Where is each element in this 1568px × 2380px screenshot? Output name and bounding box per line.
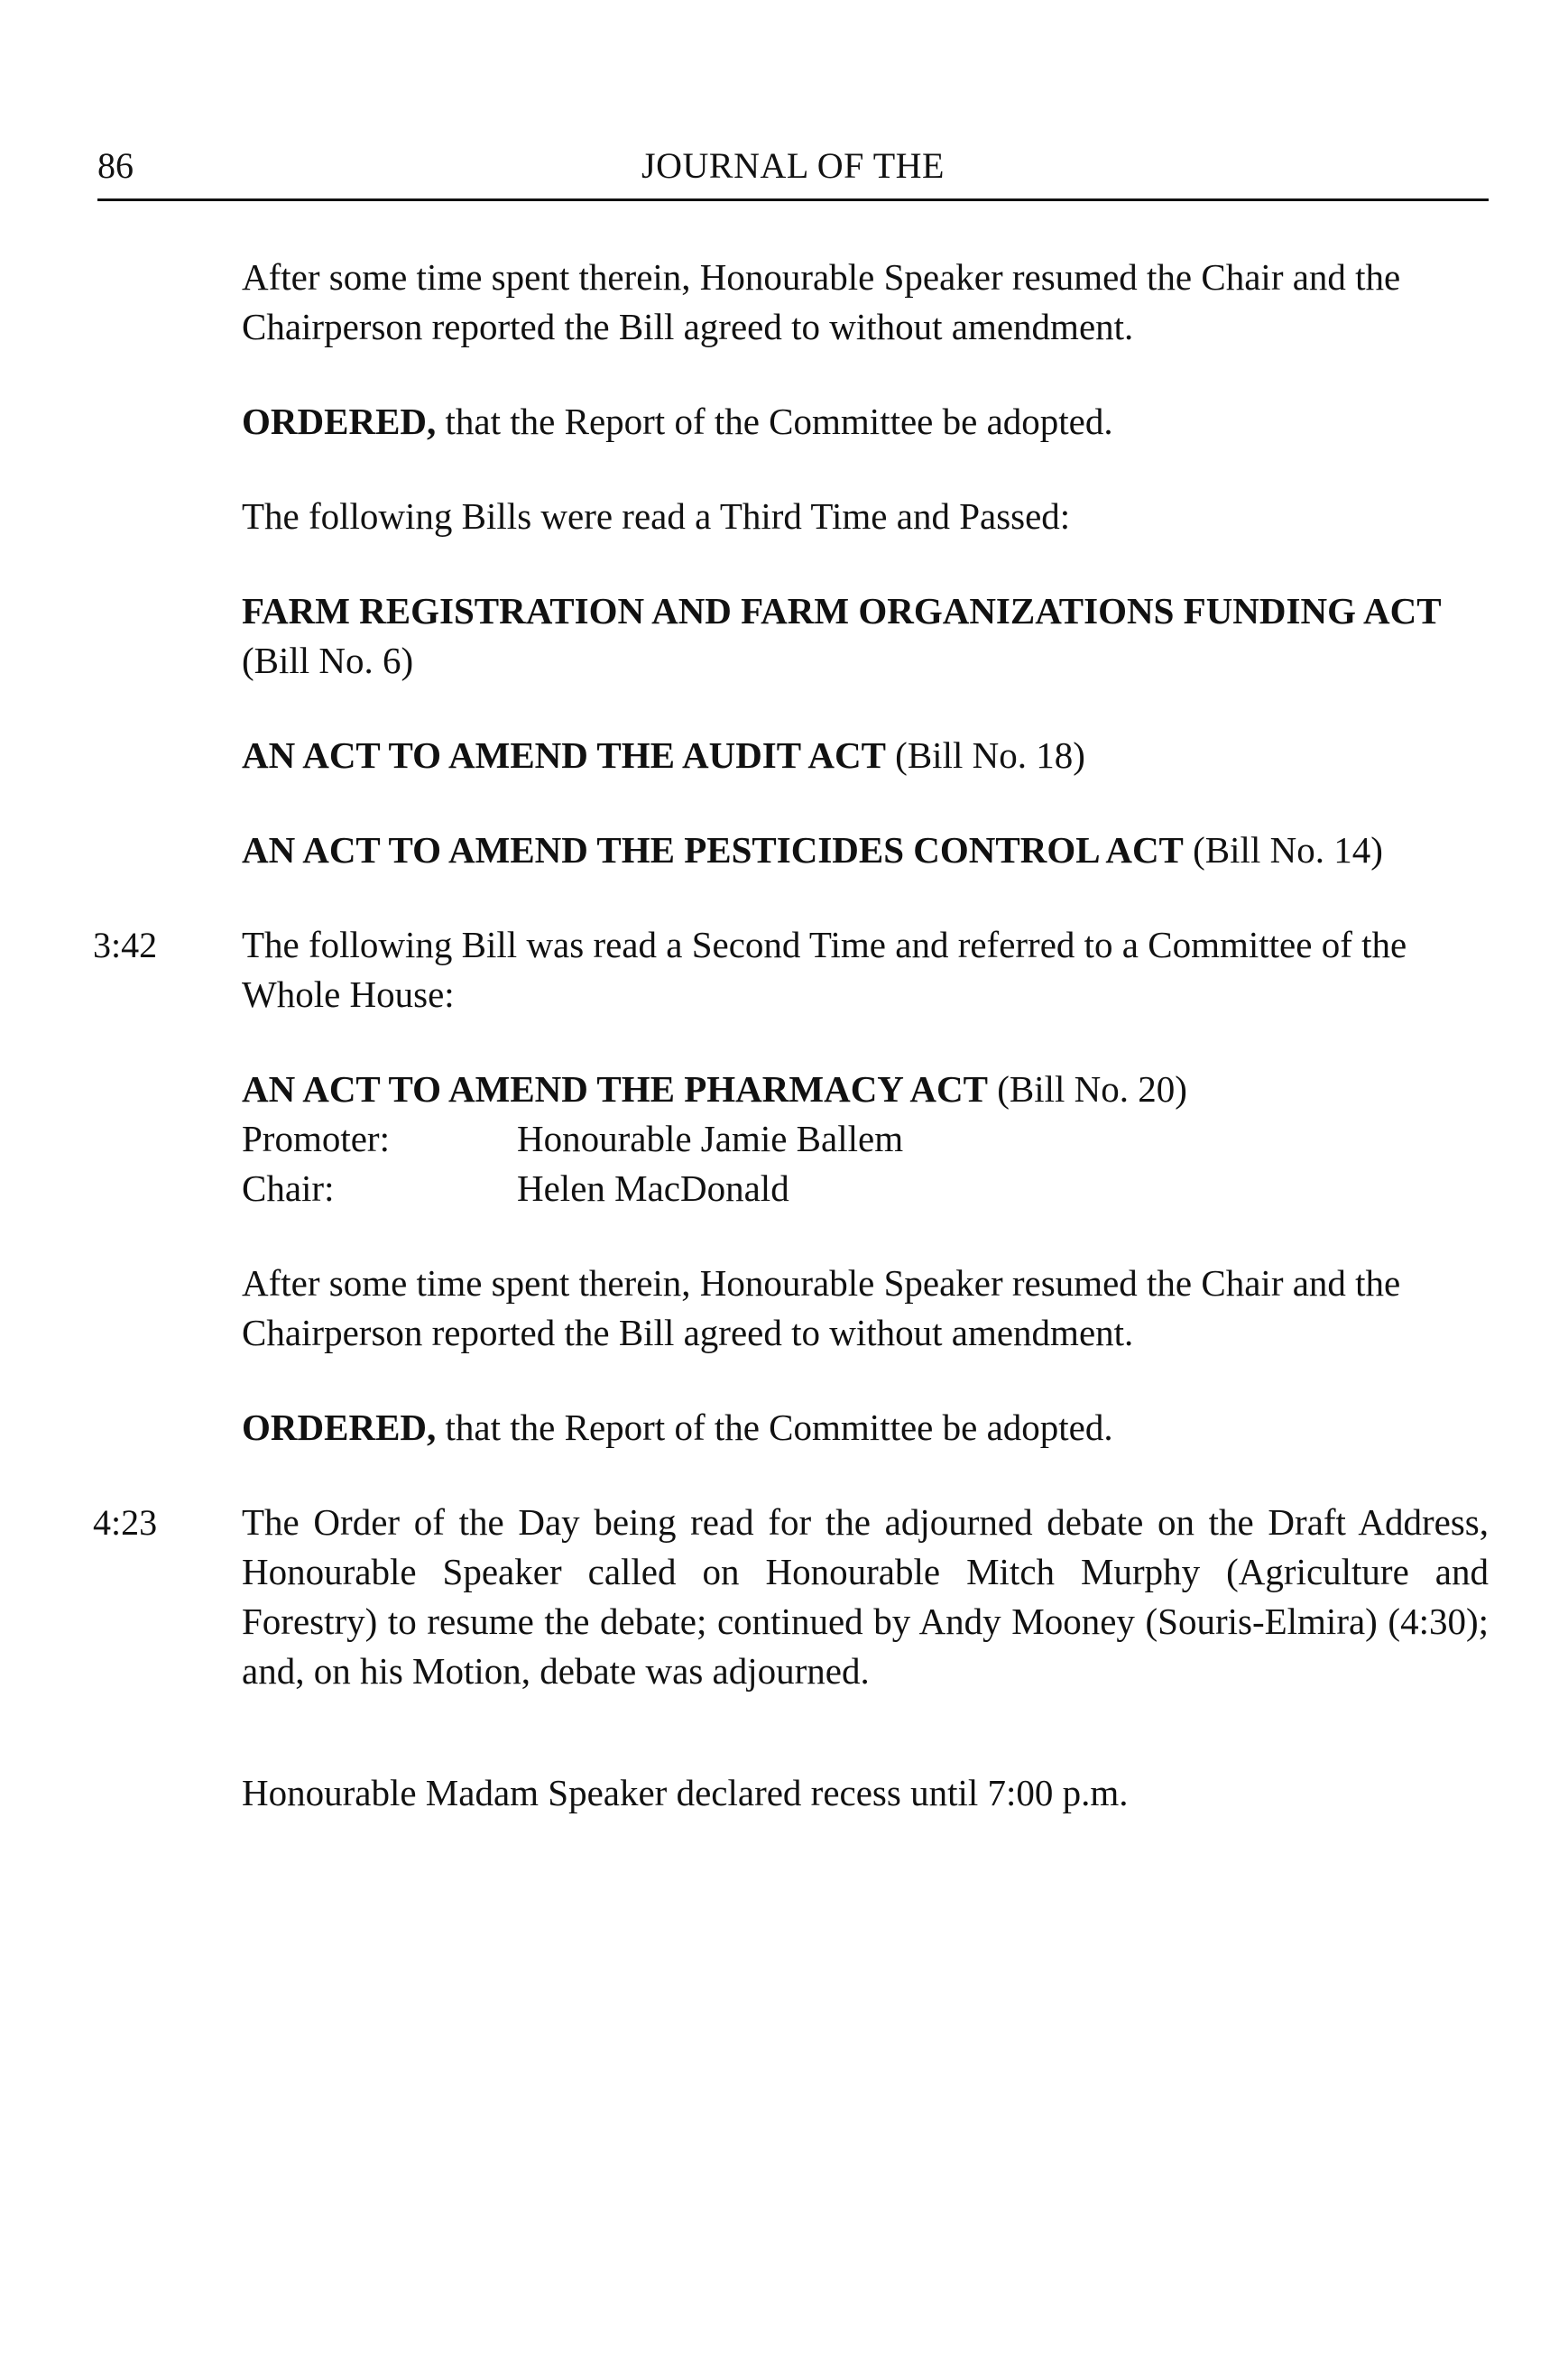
running-head: JOURNAL OF THE bbox=[641, 145, 945, 186]
chair-value: Helen MacDonald bbox=[517, 1167, 789, 1209]
ordered-text: that the Report of the Committee be adopted. bbox=[436, 1407, 1113, 1448]
bill-title: AN ACT TO AMEND THE PHARMACY ACT bbox=[242, 1068, 988, 1110]
chair-label: Chair: bbox=[242, 1167, 335, 1209]
bill-number: (Bill No. 18) bbox=[885, 734, 1085, 776]
committee-report-paragraph bbox=[242, 253, 1489, 352]
ordered-paragraph-2 bbox=[242, 1403, 1489, 1453]
promoter-value: Honourable Jamie Ballem bbox=[517, 1118, 904, 1159]
bill-title: FARM REGISTRATION AND FARM ORGANIZATIONS FUNDING ACT bbox=[242, 590, 1442, 632]
ordered-label: ORDERED, bbox=[242, 401, 437, 442]
page-header bbox=[97, 144, 1489, 201]
paragraph-text: After some time spent therein, Honourable Speaker resumed the Chair and the Chairperson reported the Bill agreed to without amendment. bbox=[242, 256, 1401, 347]
time-marker: 4:23 bbox=[93, 1502, 158, 1543]
promoter-label: Promoter: bbox=[242, 1118, 390, 1159]
journal-body bbox=[93, 253, 1489, 1818]
paragraph-text: The following Bills were read a Third Time and Passed: bbox=[242, 495, 1071, 537]
recess-paragraph bbox=[242, 1768, 1489, 1818]
second-reading-paragraph bbox=[93, 920, 1489, 1019]
bill-number: (Bill No. 14) bbox=[1183, 829, 1383, 871]
third-reading-intro bbox=[242, 492, 1489, 541]
paragraph-text: Honourable Madam Speaker declared recess until 7:00 p.m. bbox=[242, 1772, 1129, 1813]
bill-number: (Bill No. 20) bbox=[987, 1068, 1187, 1110]
committee-report-paragraph-2 bbox=[242, 1259, 1489, 1358]
paragraph-text: After some time spent therein, Honourable Speaker resumed the Chair and the Chairperson reported the Bill agreed to without amendment. bbox=[242, 1262, 1401, 1353]
bill-audit-act bbox=[242, 731, 1489, 780]
page-number: 86 bbox=[97, 145, 134, 186]
ordered-label: ORDERED, bbox=[242, 1407, 437, 1448]
bill-farm-registration bbox=[242, 586, 1489, 686]
adjourned-debate-paragraph bbox=[93, 1498, 1489, 1696]
bill-title: AN ACT TO AMEND THE AUDIT ACT bbox=[242, 734, 886, 776]
bill-pharmacy-act bbox=[242, 1065, 1489, 1213]
bill-pesticides-control bbox=[242, 826, 1489, 875]
ordered-text: that the Report of the Committee be adopted. bbox=[436, 401, 1113, 442]
time-marker: 3:42 bbox=[93, 925, 158, 965]
chair-row bbox=[242, 1164, 1489, 1213]
paragraph-text: The Order of the Day being read for the adjourned debate on the Draft Address, Honourable Speaker called on Honourable Mitch Murphy (Agriculture and Forestry) to resume the debate; continued by Andy Mooney (Souris-Elmira) (4:30); and, on his Motion, debate was adjourned. bbox=[242, 1501, 1489, 1692]
ordered-paragraph bbox=[242, 397, 1489, 447]
promoter-row bbox=[242, 1114, 1489, 1164]
bill-number: (Bill No. 6) bbox=[242, 640, 414, 681]
bill-title: AN ACT TO AMEND THE PESTICIDES CONTROL ACT bbox=[242, 829, 1184, 871]
paragraph-text: The following Bill was read a Second Time and referred to a Committee of the Whole House: bbox=[242, 924, 1407, 1015]
